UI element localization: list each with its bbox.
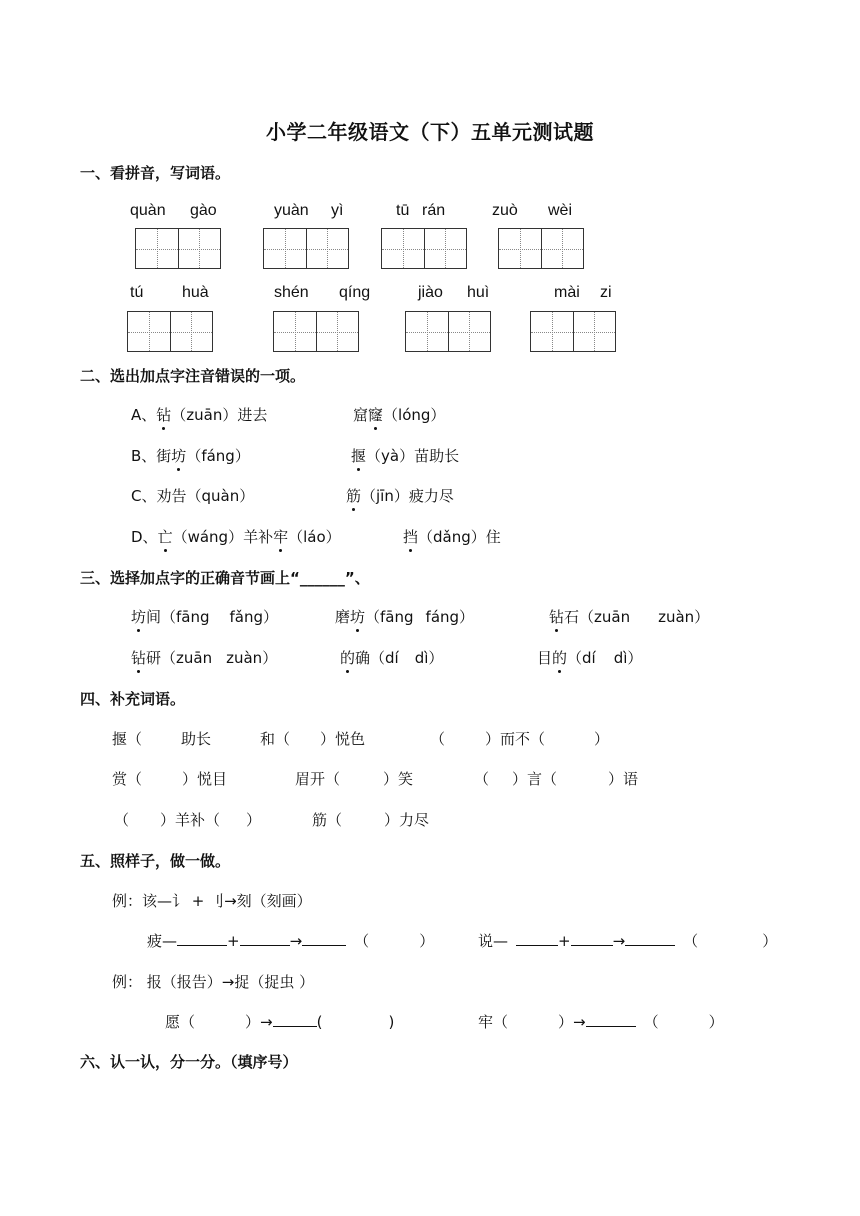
writing-grid[interactable] — [273, 311, 359, 352]
choice-dique — [340, 647, 443, 668]
writing-grid[interactable] — [405, 311, 491, 352]
choice-char: 磨 — [335, 608, 351, 626]
option-d — [131, 526, 341, 547]
idiom-text: ）羊补（ — [160, 811, 221, 829]
choice-text: zuàn） — [658, 608, 710, 626]
choice-text: zuàn） — [226, 649, 278, 667]
idiom-text: （ — [114, 811, 130, 829]
writing-grid[interactable] — [263, 228, 349, 269]
answer-blank[interactable] — [586, 1012, 636, 1027]
choice-text: dì） — [414, 649, 444, 667]
option-b — [131, 445, 250, 466]
exercise-text: + — [227, 932, 240, 950]
option-c-second — [346, 485, 454, 506]
option-a-label: A、 — [131, 406, 157, 424]
section-4-heading: 四、补充词语。 — [80, 690, 186, 708]
choice-text: 石（zuān — [564, 608, 631, 626]
choice-mofang — [335, 606, 474, 627]
pinyin-5b: huà — [182, 284, 209, 301]
option-d-text: （wáng）羊补 — [172, 528, 274, 546]
exercise-text: 愿（ — [165, 1013, 196, 1031]
section-2-heading: 二、选出加点字注音错误的一项。 — [80, 367, 306, 385]
option-c: C、劝告（quàn） — [131, 487, 255, 505]
dotted-char: 钻 — [549, 608, 565, 626]
idiom-text: 助长 — [181, 730, 212, 748]
section-1-heading: 一、看拼音，写词语。 — [80, 164, 231, 182]
answer-blank[interactable] — [516, 931, 558, 946]
pinyin-8b: zi — [600, 284, 612, 301]
choice-text: fáng） — [425, 608, 475, 626]
writing-grid[interactable] — [127, 311, 213, 352]
dotted-char: 挡 — [403, 528, 419, 546]
answer-blank[interactable] — [571, 931, 613, 946]
exercise-text: （ — [354, 932, 370, 950]
dotted-char: 窿 — [368, 406, 384, 424]
idiom-text: ） — [594, 730, 610, 748]
dotted-char: 揠 — [351, 447, 367, 465]
exercise-4 — [478, 1011, 724, 1032]
idiom-text: 眉开（ — [295, 770, 341, 788]
option-a-text: （lóng） — [383, 406, 446, 424]
pinyin-7a: jiào — [418, 284, 443, 301]
exercise-text: ） — [708, 1013, 724, 1031]
choice-zuanshi — [549, 606, 709, 627]
dotted-char: 钻 — [156, 406, 172, 424]
page-title: 小学二年级语文（下）五单元测试题 — [266, 120, 594, 144]
exercise-text: ) — [388, 1013, 395, 1031]
pinyin-2b: yì — [331, 202, 344, 219]
writing-grid[interactable] — [530, 311, 616, 352]
pinyin-8a: mài — [554, 284, 580, 301]
idiom-text: ） — [246, 811, 262, 829]
pinyin-4b: wèi — [548, 202, 573, 219]
dotted-char: 钻 — [131, 649, 147, 667]
exercise-1 — [147, 930, 434, 951]
pinyin-7b: huì — [467, 284, 490, 301]
pinyin-3a: tū — [396, 202, 410, 219]
answer-blank[interactable] — [240, 931, 290, 946]
exercise-text: ( — [316, 1013, 323, 1031]
exercise-text: → — [612, 932, 626, 950]
section-5-heading: 五、照样子，做一做。 — [80, 852, 231, 870]
exercise-text: 疲— — [147, 932, 178, 950]
dotted-char: 筋 — [346, 487, 362, 505]
exercise-text: ）→ — [558, 1013, 586, 1031]
answer-blank[interactable] — [625, 931, 675, 946]
choice-zuanyan — [131, 647, 277, 668]
choice-text: （fāng — [365, 608, 414, 626]
dotted-char: 坊 — [131, 608, 147, 626]
writing-grid[interactable] — [381, 228, 467, 269]
option-d-text: （láo） — [288, 528, 341, 546]
idiom-text: ）力尽 — [384, 811, 430, 829]
exercise-3 — [165, 1011, 394, 1032]
dotted-char: 坊 — [350, 608, 366, 626]
option-c-text: （jīn）疲力尽 — [361, 487, 454, 505]
answer-blank[interactable] — [273, 1012, 317, 1027]
choice-text: 确（dí — [355, 649, 399, 667]
idiom-text: （ — [430, 730, 446, 748]
choice-char: 目 — [537, 649, 553, 667]
choice-text: （dí — [567, 649, 596, 667]
option-d-text: （dǎng）住 — [418, 528, 501, 546]
idiom-text: 筋（ — [312, 811, 343, 829]
choice-text: fǎng） — [229, 608, 279, 626]
exercise-text: ） — [762, 932, 778, 950]
exercise-text: 牢（ — [478, 1013, 509, 1031]
option-a — [131, 404, 267, 425]
exercise-text: （ — [643, 1013, 659, 1031]
idiom-text: （ — [474, 770, 490, 788]
dotted-char: 的 — [552, 649, 568, 667]
choice-text: dì） — [613, 649, 643, 667]
choice-text: 间（fāng — [146, 608, 210, 626]
idiom-text: ）语 — [608, 770, 639, 788]
option-b-second — [351, 445, 459, 466]
option-d-label: D、 — [131, 528, 158, 546]
section-3-heading: 三、选择加点字的正确音节画上“______”、 — [80, 569, 370, 587]
dotted-char: 坊 — [171, 447, 187, 465]
exercise-text: + — [558, 932, 571, 950]
example-1: 例：该—讠 + 刂→刻（刻画） — [112, 892, 312, 910]
option-d-second — [403, 526, 501, 547]
writing-grid[interactable] — [498, 228, 584, 269]
exercise-2 — [478, 930, 777, 951]
choice-text: 研（zuān — [146, 649, 213, 667]
idiom-text: 赏（ — [112, 770, 143, 788]
idiom-text: ）悦色 — [320, 730, 366, 748]
dotted-char: 的 — [340, 649, 356, 667]
example-2: 例： 报（报告）→捉（捉虫 ） — [112, 973, 315, 991]
option-a-text: （zuān）进去 — [171, 406, 268, 424]
exercise-text: （ — [683, 932, 699, 950]
answer-blank[interactable] — [177, 931, 227, 946]
exercise-text: → — [289, 932, 303, 950]
pinyin-6b: qíng — [339, 284, 371, 301]
pinyin-2a: yuàn — [274, 202, 309, 219]
pinyin-6a: shén — [274, 284, 309, 301]
exercise-text: ）→ — [245, 1013, 273, 1031]
answer-blank[interactable] — [302, 931, 346, 946]
option-b-text: （yà）苗助长 — [366, 447, 460, 465]
option-a-second — [353, 404, 445, 425]
pinyin-5a: tú — [130, 284, 144, 301]
choice-mudi — [537, 647, 642, 668]
option-a-char: 窟 — [353, 406, 369, 424]
exercise-text: ） — [419, 932, 435, 950]
option-b-text: （fáng） — [186, 447, 250, 465]
dotted-char: 牢 — [273, 528, 289, 546]
pinyin-4a: zuò — [492, 202, 518, 219]
pinyin-1b: gào — [190, 202, 217, 219]
option-b-text: B、街 — [131, 447, 172, 465]
idiom-text: ）而不（ — [485, 730, 546, 748]
choice-fangjian — [131, 606, 278, 627]
idiom-text: 揠（ — [112, 730, 143, 748]
idiom-text: ）笑 — [383, 770, 414, 788]
section-6-heading: 六、认一认，分一分。（填序号） — [80, 1053, 298, 1071]
pinyin-3b: rán — [422, 202, 446, 219]
exercise-text: 说— — [478, 932, 509, 950]
dotted-char: 亡 — [157, 528, 173, 546]
pinyin-1a: quàn — [130, 202, 166, 219]
idiom-text: 和（ — [260, 730, 291, 748]
idiom-text: ）言（ — [512, 770, 558, 788]
writing-grid[interactable] — [135, 228, 221, 269]
idiom-text: ）悦目 — [182, 770, 228, 788]
